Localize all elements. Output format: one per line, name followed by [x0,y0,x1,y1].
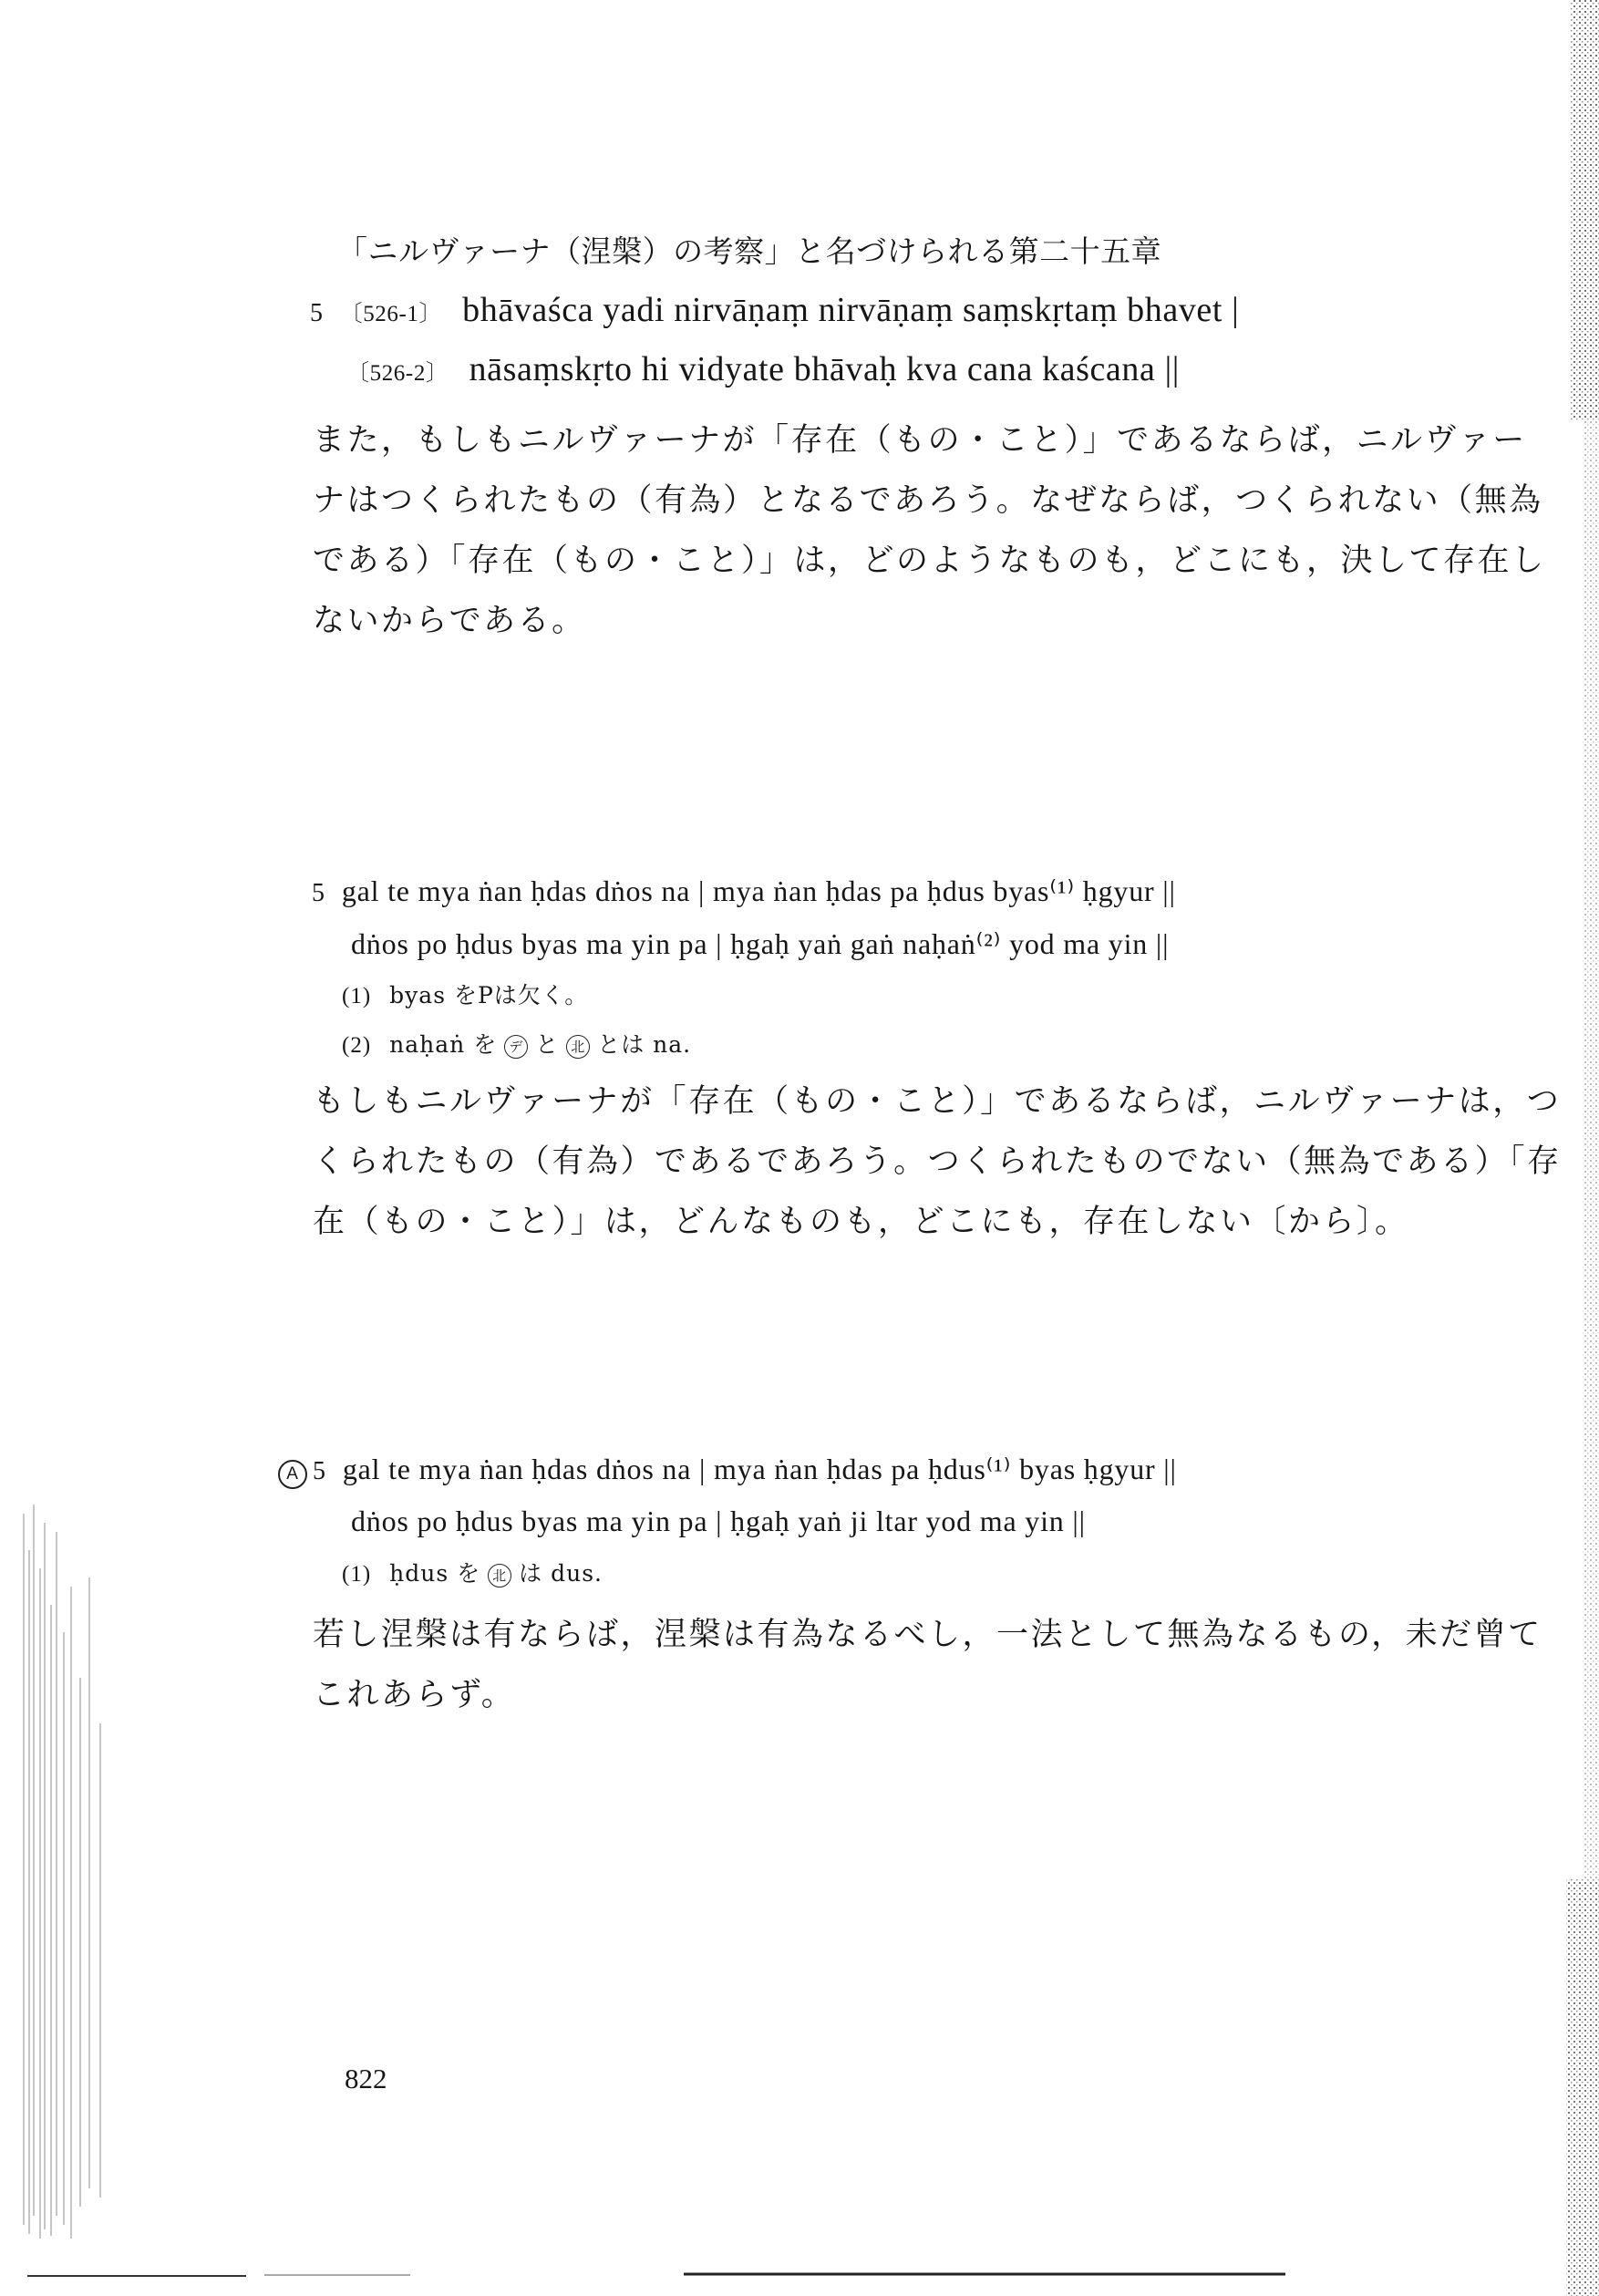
tibetan-text: dṅos po ḥdus byas ma yin pa | ḥgaḥ yaṅ gaṅ naḥaṅ⁽²⁾ yod ma yin || [351,927,1170,960]
circled-siglum: 北 [566,1035,590,1059]
translation-line: ないからである。 [313,603,586,639]
tibetan-text: dṅos po ḥdus byas ma yin pa | ḥgaḥ yaṅ ji ltar yod ma yin || [351,1505,1086,1537]
translation-paragraph-1 [313,410,1546,651]
verse-number: 5 [310,299,324,327]
verse-number: 5 [312,879,325,907]
translation-line: また，もしもニルヴァーナが「存在（もの・こと）」であるならば，ニルヴァー [313,422,1527,459]
verse-ref: 〔526-2〕 [346,361,449,386]
footnote-number: (2) [342,1033,372,1058]
footnote-text: ḥdus を [389,1560,481,1587]
footnote-text: とは na. [597,1031,692,1058]
translation-line: 若し涅槃は有ならば，涅槃は有為なるべし，一法として無為なるもの，未だ曾て [313,1617,1542,1653]
tibetan-alt-line-1 [278,1452,1177,1489]
translation-line: これあらず。 [313,1677,516,1713]
tibetan-line-1 [312,874,1176,908]
footnote-text: byas をPは欠く。 [389,982,589,1008]
sanskrit-line-2 [346,349,1180,389]
circled-siglum: 北 [488,1564,511,1588]
scan-edge-right [1557,0,1599,2296]
tibetan-text: gal te mya ṅan ḥdas dṅos na | mya ṅan ḥdas pa ḥdus byas⁽¹⁾ ḥgyur || [341,874,1176,907]
footnote-text: と [535,1031,560,1058]
translation-line: 在（もの・こと）」は，どんなものも，どこにも，存在しない〔から〕。 [313,1204,1409,1240]
circled-a-mark: A [278,1460,307,1489]
footnote-alt-1 [342,1556,603,1588]
footnote-number: (1) [342,1562,372,1587]
sanskrit-text: nāsaṃskṛto hi vidyate bhāvaḥ kva cana kaścana || [469,350,1180,388]
tibetan-line-2 [351,926,1169,961]
translation-line: ナはつくられたもの（有為）となるであろう。なぜならば，つくられない（無為 [313,482,1543,519]
sanskrit-text: bhāvaśca yadi nirvāṇaṃ nirvāṇaṃ saṃskṛtaṃ bhavet | [462,291,1240,329]
chapter-title: 「ニルヴァーナ（涅槃）の考察」と名づけられる第二十五章 [337,233,1162,269]
footnote-text: naḥaṅ を [389,1031,498,1058]
verse-number: 5 [313,1457,326,1485]
sanskrit-line-1 [310,290,1239,330]
footnote-2 [342,1027,691,1060]
translation-paragraph-3 [313,1605,1542,1725]
scan-streaks-left [16,1495,117,2243]
tibetan-alt-line-2 [351,1505,1086,1538]
verse-ref: 〔526-1〕 [339,302,443,326]
page-number: 822 [345,2063,387,2094]
translation-line: くられたもの（有為）であるであろう。つくられたものでない（無為である）「存 [313,1143,1562,1180]
footnote-1 [342,977,588,1010]
circled-siglum: デ [504,1035,528,1059]
scan-bottom-rule [27,2270,1295,2280]
footnote-text: は dus. [519,1560,603,1587]
translation-paragraph-2 [313,1071,1562,1252]
footnote-number: (1) [342,984,372,1008]
tibetan-text: gal te mya ṅan ḥdas dṅos na | mya ṅan ḥdas pa ḥdus⁽¹⁾ byas ḥgyur || [342,1453,1177,1485]
translation-line: もしもニルヴァーナが「存在（もの・こと）」であるならば，ニルヴァーナは，つ [313,1083,1562,1120]
translation-line: である）「存在（もの・こと）」は，どのようなものも，どこにも，決して存在し [313,543,1546,579]
